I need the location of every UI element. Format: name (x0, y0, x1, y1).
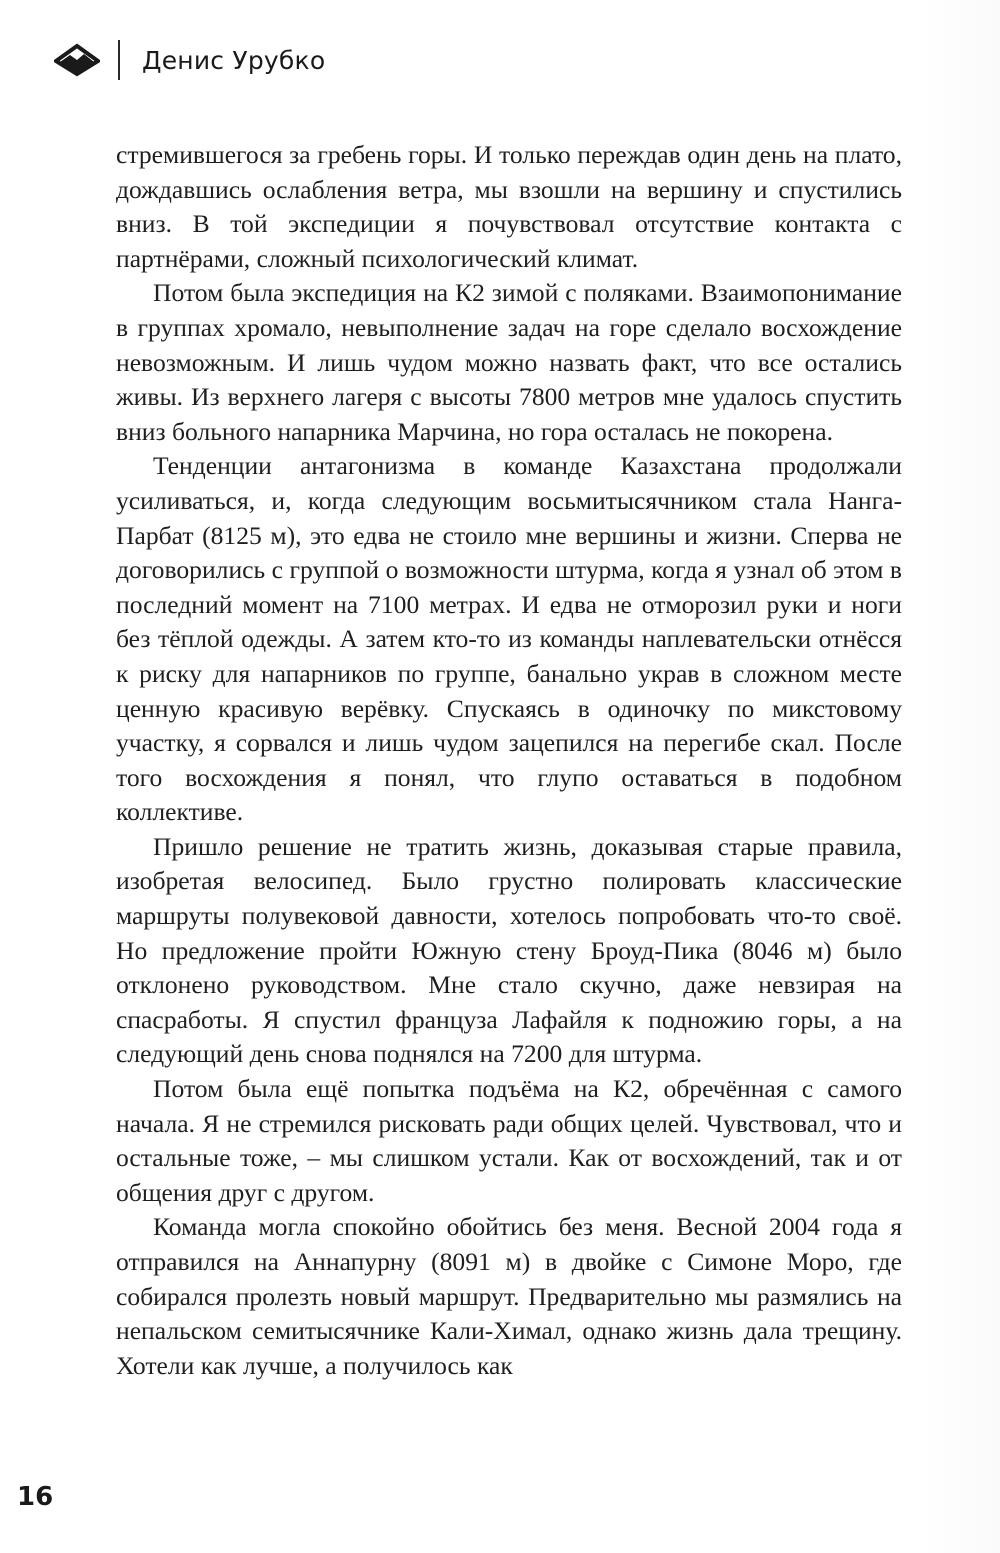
mountain-peak-icon (54, 41, 100, 79)
header-divider (118, 40, 120, 80)
paragraph-3: Тенденции антагонизма в команде Казахстана продолжали усиливаться, и, когда следующим восьмитысячником стала Нанга-Парбат (8125 м), это едва не стоило мне вершины и жизни. Сперва не договорились с группой о возможности штурма, когда я узнал об этом в последний момент на 7100 метрах. И едва не отморозил руки и ноги без тёплой одежды. А затем кто-то из команды наплевательски отнёсся к риску для напарников по группе, банально украв в сложном месте ценную красивую верёвку. Спускаясь в одиночку по микстовому участку, я сорвался и лишь чудом зацепился на перегибе скал. После того восхождения я понял, что глупо оставаться в подобном коллективе. (116, 451, 902, 827)
paragraph-2: Потом была экспедиция на К2 зимой с поляками. Взаимопонимание в группах хромало, невыполнение задач на горе сделало восхождение невозможным. И лишь чудом можно назвать факт, что все остались живы. Из верхнего лагеря с высоты 7800 метров мне удалось спустить вниз больного напарника Марчина, но гора осталась не покорена. (116, 278, 902, 446)
paragraph-1: стремившегося за гребень горы. И только переждав один день на плато, дождавшись ослабления ветра, мы взошли на вершину и спустились вниз. В той экспедиции я почувствовал отсутствие контакта с партнёрами, сложный психологический климат. (116, 140, 902, 273)
body-text (116, 138, 902, 1383)
paragraph-4: Пришло решение не тратить жизнь, доказывая старые правила, изобретая велосипед. Было грустно полировать классические маршруты полувековой давности, хотелось попробовать что-то своё. Но предложение пройти Южную стену Броуд-Пика (8046 м) было отклонено руководством. Мне стало скучно, даже невзирая на спасработы. Я спустил француза Лафайля к подножию горы, а на следующий день снова поднялся на 7200 для штурма. (116, 831, 902, 1069)
paragraph-6: Команда могла спокойно обойтись без меня. Весной 2004 года я отправился на Аннапурну (8091 м) в двойке с Симоне Моро, где собирался пролезть новый маршрут. Предварительно мы размялись на непальском семитысячнике Кали-Химал, однако жизнь дала трещину. Хотели как лучше, а получилось как (116, 1212, 902, 1380)
running-head (54, 40, 325, 80)
page-number: 16 (17, 1482, 54, 1512)
paragraph-5: Потом была ещё попытка подъёма на К2, обречённая с самого начала. Я не стремился рисковать ради общих целей. Чувствовал, что и остальные тоже, – мы слишком устали. Как от восхождений, так и от общения друг с другом. (116, 1074, 902, 1207)
author-name: Денис Урубко (142, 45, 326, 75)
